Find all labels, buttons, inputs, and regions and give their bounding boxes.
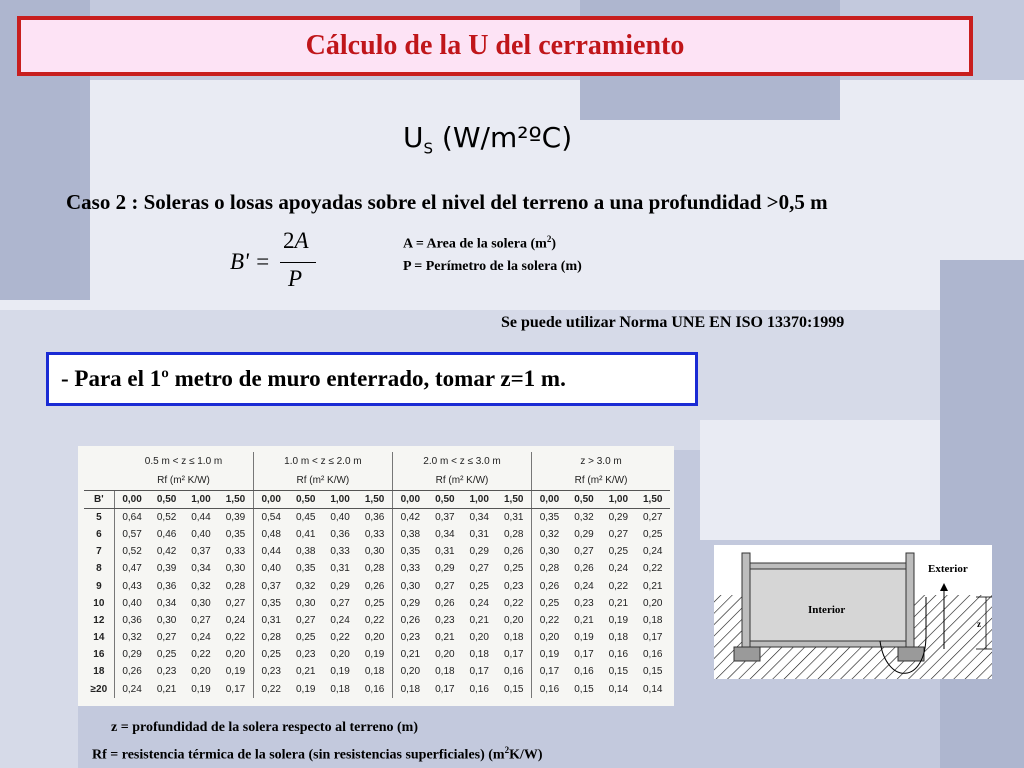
rf-value-header: 0,00 — [253, 490, 288, 508]
us-value: 0,45 — [295, 511, 316, 523]
fraction-bar — [280, 262, 316, 263]
us-value: 0,24 — [225, 614, 246, 626]
us-value: 0,17 — [532, 663, 567, 680]
background-tile — [0, 450, 78, 768]
us-value: 0,34 — [469, 511, 489, 523]
us-value: 0,43 — [114, 577, 149, 594]
b-value: 16 — [93, 649, 105, 661]
table-row — [84, 577, 670, 594]
us-value: 0,17 — [469, 666, 489, 678]
us-value: 0,30 — [156, 614, 177, 626]
rf-value-header: 0,00 — [532, 490, 567, 508]
us-value: 0,19 — [191, 683, 211, 695]
us-value: 0,16 — [503, 666, 524, 678]
us-value: 0,22 — [643, 563, 663, 575]
us-value: 0,15 — [503, 683, 524, 695]
rf-value-header: 1,50 — [635, 490, 670, 508]
diagram-svg — [714, 545, 992, 679]
us-value: 0,18 — [608, 632, 629, 644]
us-value: 0,14 — [608, 683, 629, 695]
us-value: 0,27 — [156, 632, 177, 644]
us-value: 0,24 — [114, 681, 149, 698]
table-corner — [84, 452, 114, 471]
us-value: 0,27 — [643, 511, 663, 523]
us-value: 0,42 — [156, 546, 177, 558]
us-value: 0,29 — [330, 580, 350, 592]
us-value: 0,30 — [364, 546, 385, 558]
us-value: 0,20 — [364, 632, 385, 644]
us-value: 0,23 — [503, 580, 524, 592]
rf-value-header: 0,50 — [567, 490, 601, 508]
us-value: 0,14 — [643, 683, 663, 695]
footnote-z: z = profundidad de la solera respecto al terreno (m) — [111, 720, 419, 735]
us-value: 0,30 — [392, 577, 427, 594]
muro-note-box — [46, 352, 698, 406]
us-value: 0,29 — [435, 563, 455, 575]
us-value: 0,29 — [574, 528, 594, 540]
title-box — [17, 16, 973, 76]
us-value: 0,19 — [608, 614, 629, 626]
us-value: 0,25 — [532, 595, 567, 612]
label-interior: Interior — [808, 604, 846, 616]
us-value: 0,20 — [191, 666, 211, 678]
us-value: 0,32 — [191, 580, 211, 592]
us-value: 0,30 — [532, 543, 567, 560]
us-value: 0,36 — [114, 612, 149, 629]
rf-header: Rf (m² K/W) — [114, 471, 253, 490]
us-value: 0,22 — [253, 681, 288, 698]
us-value: 0,25 — [253, 646, 288, 663]
us-heading — [403, 121, 572, 158]
us-value: 0,32 — [574, 511, 594, 523]
us-value: 0,34 — [156, 597, 177, 609]
us-value: 0,26 — [114, 663, 149, 680]
us-value: 0,39 — [225, 511, 246, 523]
rf-header: Rf (m² K/W) — [392, 471, 531, 490]
us-value: 0,42 — [392, 508, 427, 526]
rf-header: Rf (m² K/W) — [253, 471, 392, 490]
muro-note: - Para el 1º metro de muro enterrado, tomar z=1 m. — [61, 366, 566, 391]
us-value: 0,36 — [330, 528, 350, 540]
slab-bottom — [750, 641, 906, 647]
definition-a-end: ) — [551, 236, 556, 252]
table-row — [84, 646, 670, 663]
us-value: 0,26 — [532, 577, 567, 594]
us-symbol: U — [403, 121, 424, 154]
table-corner — [84, 471, 114, 490]
us-value: 0,26 — [503, 546, 524, 558]
us-value: 0,28 — [532, 560, 567, 577]
us-value: 0,29 — [392, 595, 427, 612]
us-value: 0,21 — [608, 597, 629, 609]
caso-heading: Caso 2 : Soleras o losas apoyadas sobre el nivel del terreno a una profundidad >0,5 m — [66, 190, 828, 214]
us-value: 0,29 — [469, 546, 489, 558]
slide-title: Cálculo de la U del cerramiento — [305, 30, 685, 61]
rf-value-header: 1,00 — [184, 490, 218, 508]
us-value: 0,20 — [532, 629, 567, 646]
us-value: 0,27 — [225, 597, 246, 609]
formula-denominator: P — [288, 266, 303, 291]
us-value: 0,18 — [503, 632, 524, 644]
table-row — [84, 595, 670, 612]
us-value: 0,24 — [191, 632, 211, 644]
us-value: 0,26 — [364, 580, 385, 592]
us-value: 0,27 — [435, 580, 455, 592]
us-value: 0,23 — [392, 629, 427, 646]
us-value: 0,21 — [574, 614, 594, 626]
us-value: 0,27 — [330, 597, 350, 609]
us-value: 0,20 — [643, 597, 663, 609]
b-value: 6 — [96, 528, 102, 540]
rf-value-header: 0,50 — [289, 490, 323, 508]
us-value: 0,24 — [574, 580, 594, 592]
arrow-head-icon — [940, 583, 948, 591]
us-value: 0,37 — [253, 577, 288, 594]
footnote-rf — [92, 745, 543, 764]
us-value: 0,22 — [503, 597, 524, 609]
background-tile — [940, 260, 1024, 768]
us-value: 0,44 — [253, 543, 288, 560]
rf-value-header: 0,00 — [114, 490, 149, 508]
us-value: 0,35 — [532, 508, 567, 526]
table-row — [84, 629, 670, 646]
rf-value-header: 1,50 — [218, 490, 253, 508]
us-value: 0,32 — [532, 526, 567, 543]
solera-diagram — [714, 545, 992, 679]
rf-value-header: 1,00 — [323, 490, 357, 508]
us-value: 0,37 — [191, 546, 211, 558]
us-value: 0,24 — [608, 563, 629, 575]
us-value: 0,27 — [608, 528, 629, 540]
us-value: 0,15 — [608, 666, 629, 678]
us-value: 0,33 — [392, 560, 427, 577]
us-value: 0,27 — [295, 614, 316, 626]
us-value: 0,22 — [191, 649, 211, 661]
us-value: 0,20 — [392, 663, 427, 680]
label-z: z — [977, 619, 981, 629]
us-value: 0,18 — [330, 683, 350, 695]
footing-right — [898, 647, 924, 661]
table-row — [84, 663, 670, 680]
us-value: 0,22 — [364, 614, 385, 626]
table-row — [84, 508, 670, 526]
us-value: 0,40 — [191, 528, 211, 540]
formula-lhs: B' = — [230, 249, 271, 274]
us-value: 0,30 — [191, 597, 211, 609]
us-value: 0,19 — [364, 649, 385, 661]
b-header: B' — [84, 490, 114, 508]
formula-num-coef: 2 — [283, 228, 295, 253]
us-value: 0,30 — [295, 597, 316, 609]
us-value: 0,35 — [225, 528, 246, 540]
us-value: 0,26 — [574, 563, 594, 575]
us-value: 0,33 — [364, 528, 385, 540]
b-value: 10 — [93, 597, 105, 609]
table-row — [84, 526, 670, 543]
us-value: 0,54 — [253, 508, 288, 526]
definition-p: P = Perímetro de la solera (m) — [403, 259, 582, 274]
b-value: 18 — [93, 666, 105, 678]
b-value: 7 — [96, 546, 102, 558]
us-value: 0,31 — [435, 546, 455, 558]
footnote-rf-text: Rf = resistencia térmica de la solera (sin resistencias superficiales) (m — [92, 747, 505, 763]
b-value: 12 — [93, 614, 105, 626]
us-value: 0,17 — [225, 683, 246, 695]
us-value: 0,26 — [392, 612, 427, 629]
rf-value-header: 1,50 — [357, 490, 392, 508]
us-value: 0,24 — [330, 614, 350, 626]
us-value: 0,57 — [114, 526, 149, 543]
table-row — [84, 681, 670, 698]
us-value: 0,28 — [253, 629, 288, 646]
us-subscript: S — [423, 139, 434, 158]
us-value: 0,28 — [225, 580, 246, 592]
us-value: 0,34 — [435, 528, 455, 540]
us-value: 0,22 — [330, 632, 350, 644]
us-value: 0,26 — [435, 597, 455, 609]
rf-value-header: 1,00 — [462, 490, 496, 508]
label-exterior: Exterior — [928, 563, 968, 575]
us-value: 0,25 — [643, 528, 663, 540]
us-value: 0,22 — [608, 580, 629, 592]
us-value: 0,23 — [295, 649, 316, 661]
us-value: 0,30 — [225, 563, 246, 575]
us-value: 0,32 — [114, 629, 149, 646]
us-value: 0,25 — [364, 597, 385, 609]
us-value: 0,24 — [469, 597, 489, 609]
us-value: 0,23 — [253, 663, 288, 680]
us-value: 0,15 — [643, 666, 663, 678]
us-value: 0,19 — [532, 646, 567, 663]
rf-value-header: 0,50 — [149, 490, 183, 508]
us-value: 0,19 — [574, 632, 594, 644]
b-value: ≥20 — [90, 683, 108, 695]
footnote-rf-end: K/W) — [509, 747, 543, 763]
rf-value-header: 0,50 — [428, 490, 462, 508]
us-table — [78, 446, 674, 706]
us-value: 0,35 — [295, 563, 316, 575]
group-header: 2.0 m < z ≤ 3.0 m — [392, 452, 531, 471]
us-value: 0,28 — [364, 563, 385, 575]
us-value: 0,19 — [225, 666, 246, 678]
us-value: 0,20 — [330, 649, 350, 661]
us-value: 0,18 — [364, 666, 385, 678]
us-value: 0,21 — [156, 683, 177, 695]
norma-note: Se puede utilizar Norma UNE EN ISO 13370:1999 — [501, 314, 845, 331]
b-value: 9 — [96, 580, 102, 592]
wall-left — [742, 553, 750, 649]
us-value: 0,27 — [191, 614, 211, 626]
us-value: 0,29 — [114, 646, 149, 663]
us-value: 0,18 — [469, 649, 489, 661]
group-header: 0.5 m < z ≤ 1.0 m — [144, 456, 223, 467]
us-value: 0,34 — [191, 563, 211, 575]
us-value: 0,21 — [295, 666, 316, 678]
us-value: 0,31 — [330, 563, 350, 575]
us-value: 0,44 — [191, 511, 211, 523]
us-value: 0,37 — [435, 511, 455, 523]
b-value: 8 — [96, 563, 102, 575]
slab-top — [750, 563, 906, 569]
us-value: 0,21 — [643, 580, 663, 592]
us-value: 0,38 — [392, 526, 427, 543]
us-value: 0,18 — [643, 614, 663, 626]
us-value: 0,40 — [330, 511, 350, 523]
us-value: 0,33 — [330, 546, 350, 558]
us-value: 0,40 — [114, 595, 149, 612]
rf-value-header: 0,00 — [392, 490, 427, 508]
definition-a-sup: 2 — [546, 234, 552, 244]
us-value: 0,22 — [225, 632, 246, 644]
us-value: 0,27 — [574, 546, 594, 558]
us-value: 0,39 — [156, 563, 177, 575]
us-value: 0,31 — [469, 528, 489, 540]
us-value: 0,19 — [330, 666, 350, 678]
definition-a-text: A = Area de la solera (m — [403, 236, 547, 252]
us-value: 0,17 — [503, 649, 524, 661]
rf-value-header: 1,00 — [601, 490, 635, 508]
formula-numerator — [283, 228, 309, 254]
us-value: 0,52 — [114, 543, 149, 560]
table-header-groups — [84, 452, 670, 471]
us-value: 0,20 — [225, 649, 246, 661]
us-value: 0,52 — [156, 511, 177, 523]
ground-left — [714, 595, 742, 679]
formula-b — [230, 228, 340, 298]
us-table-grid — [84, 452, 670, 698]
rf-value-header: 1,50 — [496, 490, 531, 508]
us-value: 0,23 — [574, 597, 594, 609]
us-value: 0,48 — [253, 526, 288, 543]
us-value: 0,64 — [114, 508, 149, 526]
us-value: 0,16 — [469, 683, 489, 695]
us-value: 0,20 — [469, 632, 489, 644]
us-value: 0,21 — [392, 646, 427, 663]
us-value: 0,47 — [114, 560, 149, 577]
rf-header: Rf (m² K/W) — [532, 471, 670, 490]
us-value: 0,18 — [435, 666, 455, 678]
table-row — [84, 543, 670, 560]
us-value: 0,17 — [435, 683, 455, 695]
us-value: 0,35 — [392, 543, 427, 560]
us-value: 0,20 — [435, 649, 455, 661]
background-tile — [700, 420, 940, 540]
us-value: 0,22 — [532, 612, 567, 629]
table-header-rf — [84, 471, 670, 490]
us-value: 0,27 — [469, 563, 489, 575]
us-value: 0,32 — [295, 580, 316, 592]
us-value: 0,25 — [608, 546, 629, 558]
us-value: 0,25 — [503, 563, 524, 575]
us-value: 0,24 — [643, 546, 663, 558]
us-value: 0,29 — [608, 511, 629, 523]
us-value: 0,35 — [253, 595, 288, 612]
us-value: 0,18 — [392, 681, 427, 698]
us-value: 0,15 — [574, 683, 594, 695]
us-value: 0,33 — [225, 546, 246, 558]
us-unit: (W/m²ºC) — [433, 121, 573, 154]
b-value: 5 — [96, 511, 102, 523]
definition-a — [403, 234, 556, 253]
us-value: 0,17 — [574, 649, 594, 661]
us-value: 0,25 — [295, 632, 316, 644]
us-value: 0,36 — [364, 511, 385, 523]
wall-right — [906, 553, 914, 649]
us-value: 0,25 — [156, 649, 177, 661]
us-value: 0,23 — [435, 614, 455, 626]
us-value: 0,21 — [435, 632, 455, 644]
us-value: 0,16 — [574, 666, 594, 678]
us-value: 0,20 — [503, 614, 524, 626]
footing-left — [734, 647, 760, 661]
b-value: 14 — [93, 632, 105, 644]
group-header: 1.0 m < z ≤ 2.0 m — [253, 452, 392, 471]
us-value: 0,31 — [503, 511, 524, 523]
table-row — [84, 560, 670, 577]
us-value: 0,28 — [503, 528, 524, 540]
us-value: 0,16 — [608, 649, 629, 661]
us-value: 0,41 — [295, 528, 316, 540]
formula-num-var: A — [294, 228, 309, 253]
us-value: 0,21 — [469, 614, 489, 626]
us-value: 0,16 — [643, 649, 663, 661]
us-value: 0,16 — [364, 683, 385, 695]
us-value: 0,38 — [295, 546, 316, 558]
table-header-values — [84, 490, 670, 508]
footnote-rf-sup: 2 — [504, 745, 510, 755]
group-header: z > 3.0 m — [532, 452, 670, 471]
table-row — [84, 612, 670, 629]
us-value: 0,40 — [253, 560, 288, 577]
us-value: 0,46 — [156, 528, 177, 540]
us-value: 0,23 — [156, 666, 177, 678]
us-value: 0,19 — [295, 683, 316, 695]
us-value: 0,36 — [156, 580, 177, 592]
us-value: 0,17 — [643, 632, 663, 644]
us-value: 0,16 — [532, 681, 567, 698]
us-value: 0,31 — [253, 612, 288, 629]
us-value: 0,25 — [469, 580, 489, 592]
